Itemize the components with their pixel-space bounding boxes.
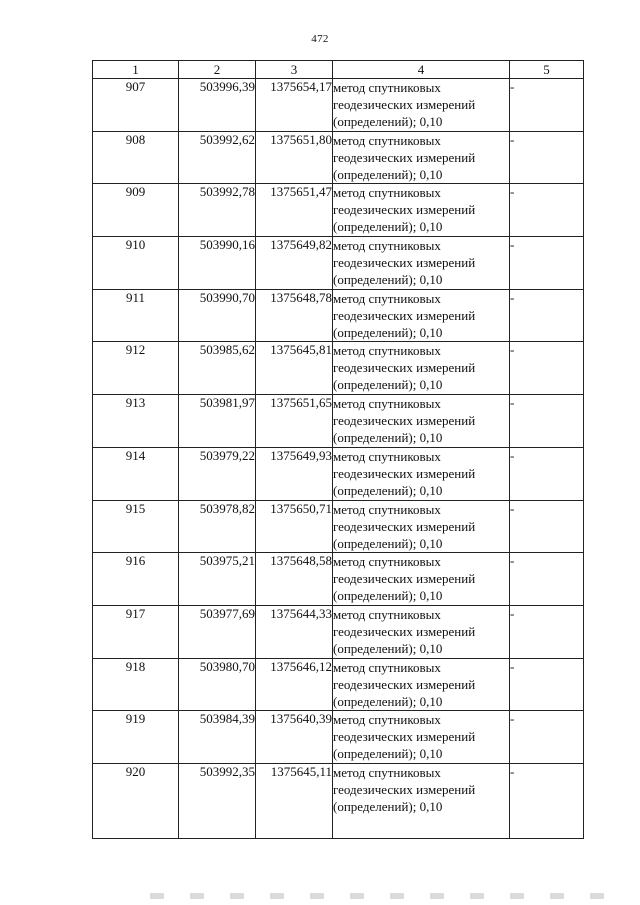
method-line: метод спутниковых [333,712,441,728]
method-cell [333,605,510,658]
faded-footer-text [150,893,630,899]
point-number-cell: 908 [93,131,179,184]
table-row [93,184,584,237]
method-line: геодезических измерений [333,255,476,271]
method-line: геодезических измерений [333,413,476,429]
x-coordinate-cell: 503981,97 [179,395,256,448]
method-line: метод спутниковых [333,606,441,622]
method-line: (определений); 0,10 [333,166,443,182]
note-cell: - [510,605,584,658]
table-row [93,500,584,553]
method-line: геодезических измерений [333,465,476,481]
point-number-cell: 920 [93,763,179,838]
method-cell [333,395,510,448]
note-cell: - [510,289,584,342]
note-cell: - [510,500,584,553]
x-coordinate-cell: 503980,70 [179,658,256,711]
y-coordinate-cell: 1375651,80 [256,131,333,184]
coordinates-table [92,60,584,839]
point-number-cell: 914 [93,447,179,500]
point-number-cell: 911 [93,289,179,342]
note-cell: - [510,553,584,606]
table-row [93,763,584,838]
y-coordinate-cell: 1375649,82 [256,237,333,290]
method-line: геодезических измерений [333,623,476,639]
x-coordinate-cell: 503975,21 [179,553,256,606]
method-cell [333,184,510,237]
note-cell: - [510,184,584,237]
y-coordinate-cell: 1375648,78 [256,289,333,342]
method-line: метод спутниковых [333,343,441,359]
table-row [93,447,584,500]
column-header: 2 [179,61,256,79]
x-coordinate-cell: 503992,62 [179,131,256,184]
method-line: (определений); 0,10 [333,746,443,762]
method-line: геодезических измерений [333,781,476,797]
table-row [93,395,584,448]
method-line: метод спутниковых [333,132,441,148]
table-row [93,289,584,342]
method-line: (определений); 0,10 [333,114,443,129]
method-line: метод спутниковых [333,396,441,412]
method-line: метод спутниковых [333,238,441,254]
method-line: геодезических измерений [333,97,476,112]
x-coordinate-cell: 503992,35 [179,763,256,838]
point-number-cell: 919 [93,711,179,764]
note-cell: - [510,237,584,290]
method-cell [333,131,510,184]
table-row [93,131,584,184]
x-coordinate-cell: 503992,78 [179,184,256,237]
method-cell [333,553,510,606]
point-number-cell: 913 [93,395,179,448]
method-cell [333,289,510,342]
method-line: (определений); 0,10 [333,640,443,656]
column-header: 5 [510,61,584,79]
table-header-row [93,61,584,79]
y-coordinate-cell: 1375646,12 [256,658,333,711]
y-coordinate-cell: 1375654,17 [256,79,333,132]
page-number: 472 [311,33,329,45]
method-line: геодезических измерений [333,202,476,218]
column-header: 1 [93,61,179,79]
method-line: метод спутниковых [333,290,441,306]
point-number-cell: 915 [93,500,179,553]
method-cell [333,500,510,553]
method-cell [333,658,510,711]
method-line: (определений); 0,10 [333,430,443,446]
y-coordinate-cell: 1375649,93 [256,447,333,500]
method-line: (определений); 0,10 [333,482,443,498]
note-cell: - [510,711,584,764]
x-coordinate-cell: 503977,69 [179,605,256,658]
method-line: (определений); 0,10 [333,377,443,393]
table-row [93,658,584,711]
method-line: (определений); 0,10 [333,693,443,709]
method-cell [333,763,510,838]
method-line: геодезических измерений [333,360,476,376]
table-row [93,711,584,764]
note-cell: - [510,447,584,500]
method-cell [333,342,510,395]
point-number-cell: 909 [93,184,179,237]
method-line: метод спутниковых [333,554,441,570]
table-row [93,79,584,132]
method-line: (определений); 0,10 [333,324,443,340]
method-cell [333,447,510,500]
method-line: метод спутниковых [333,764,441,780]
y-coordinate-cell: 1375645,11 [256,763,333,838]
y-coordinate-cell: 1375640,39 [256,711,333,764]
method-line: (определений); 0,10 [333,798,443,814]
note-cell: - [510,658,584,711]
method-line: метод спутниковых [333,448,441,464]
point-number-cell: 918 [93,658,179,711]
x-coordinate-cell: 503979,22 [179,447,256,500]
point-number-cell: 916 [93,553,179,606]
point-number-cell: 907 [93,79,179,132]
y-coordinate-cell: 1375644,33 [256,605,333,658]
method-cell [333,79,510,132]
x-coordinate-cell: 503990,70 [179,289,256,342]
x-coordinate-cell: 503990,16 [179,237,256,290]
note-cell: - [510,395,584,448]
table-row [93,605,584,658]
method-cell [333,237,510,290]
method-line: метод спутниковых [333,80,441,95]
method-line: (определений); 0,10 [333,272,443,288]
note-cell: - [510,342,584,395]
method-line: метод спутниковых [333,501,441,517]
table-body [93,79,584,839]
method-line: геодезических измерений [333,307,476,323]
x-coordinate-cell: 503978,82 [179,500,256,553]
method-line: (определений); 0,10 [333,219,443,235]
method-line: геодезических измерений [333,518,476,534]
table-row [93,342,584,395]
point-number-cell: 912 [93,342,179,395]
method-line: метод спутниковых [333,659,441,675]
y-coordinate-cell: 1375648,58 [256,553,333,606]
x-coordinate-cell: 503996,39 [179,79,256,132]
note-cell: - [510,79,584,132]
y-coordinate-cell: 1375650,71 [256,500,333,553]
method-line: геодезических измерений [333,571,476,587]
y-coordinate-cell: 1375651,65 [256,395,333,448]
method-cell [333,711,510,764]
x-coordinate-cell: 503984,39 [179,711,256,764]
x-coordinate-cell: 503985,62 [179,342,256,395]
method-line: (определений); 0,10 [333,535,443,551]
point-number-cell: 910 [93,237,179,290]
note-cell: - [510,131,584,184]
note-cell: - [510,763,584,838]
method-line: геодезических измерений [333,729,476,745]
method-line: геодезических измерений [333,676,476,692]
table-row [93,237,584,290]
point-number-cell: 917 [93,605,179,658]
y-coordinate-cell: 1375645,81 [256,342,333,395]
y-coordinate-cell: 1375651,47 [256,184,333,237]
column-header: 3 [256,61,333,79]
method-line: метод спутниковых [333,185,441,201]
method-line: геодезических измерений [333,149,476,165]
table-row [93,553,584,606]
column-header: 4 [333,61,510,79]
method-line: (определений); 0,10 [333,588,443,604]
